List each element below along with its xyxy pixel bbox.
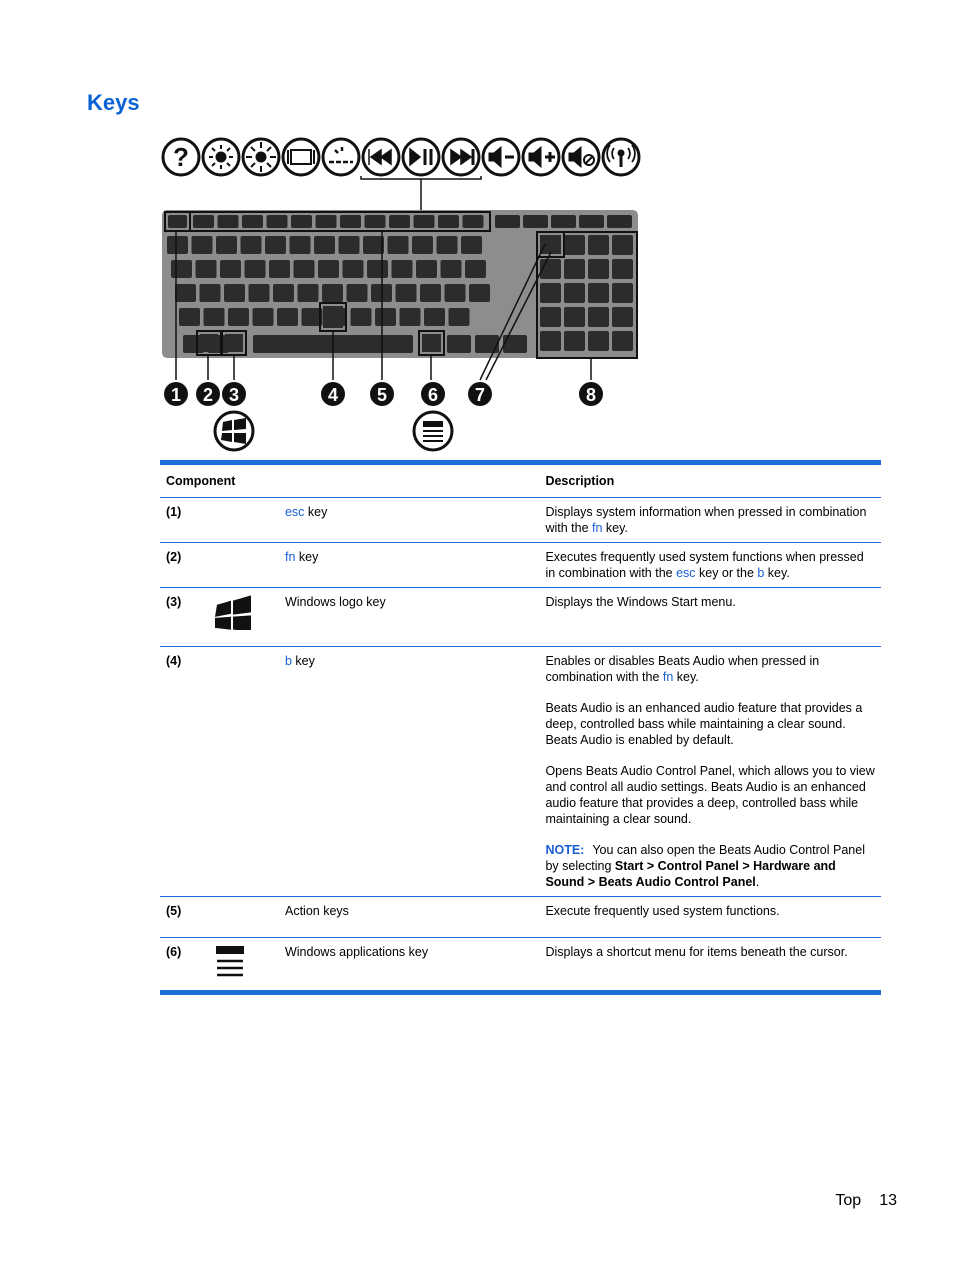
component-description: Displays the Windows Start menu. — [539, 588, 881, 647]
component-header: Component — [160, 463, 539, 498]
page-title: Keys — [87, 90, 140, 115]
page-number: 13 — [879, 1192, 897, 1209]
row-number: (2) — [160, 543, 207, 588]
row-number: (3) — [160, 588, 207, 647]
table-row — [160, 588, 881, 647]
component-name: esc key — [279, 498, 539, 543]
applications-key-icon — [414, 412, 452, 450]
page-footer — [817, 1192, 897, 1210]
svg-text:7: 7 — [474, 385, 486, 405]
component-name: b key — [279, 647, 539, 897]
table-row — [160, 897, 881, 938]
switch-display-icon — [283, 139, 319, 175]
help-icon — [163, 139, 199, 175]
row-number: (1) — [160, 498, 207, 543]
svg-text:?: ? — [173, 142, 189, 172]
svg-text:2: 2 — [202, 385, 214, 405]
component-description: Displays a shortcut menu for items beneath the cursor. — [545, 945, 848, 959]
previous-track-icon — [363, 139, 399, 175]
callout-3 — [222, 382, 246, 406]
component-name: fn key — [279, 543, 539, 588]
description-header: Description — [539, 463, 881, 498]
callout-8 — [579, 382, 603, 406]
component-description: Enables or disables Beats Audio when pressed in combination with the fn key. Beats Audio is an enhanced audio feature that provides a deep, controlled bass while maintaining a clear sound. Beats Audio is enabled by default. Opens Beats Audio Control Panel, which allows you to view and control all audio settings. Beats Audio is an enhanced audio feature that provides a deep, controlled bass while maintaining a clear sound. NOTE: You can also open the Beats Audio Control Panel by selecting Start > Control Panel > Hardware and Sound > Beats Audio Control Panel. — [539, 647, 881, 897]
row-number: (4) — [160, 647, 207, 897]
table-row — [160, 498, 881, 543]
callout-1 — [164, 382, 188, 406]
table-row — [160, 647, 881, 897]
callout-7 — [468, 382, 492, 406]
component-name: Action keys — [279, 897, 539, 938]
svg-text:1: 1 — [170, 385, 182, 405]
applications-key-icon — [213, 944, 247, 978]
svg-text:5: 5 — [376, 385, 388, 405]
row-number: (5) — [160, 897, 207, 938]
svg-text:8: 8 — [585, 385, 597, 405]
volume-up-icon — [523, 139, 559, 175]
components-table — [160, 460, 881, 995]
windows-logo-icon — [213, 594, 253, 630]
callout-2 — [196, 382, 220, 406]
callout-5 — [370, 382, 394, 406]
wireless-icon — [603, 139, 639, 175]
svg-text:6: 6 — [427, 385, 439, 405]
component-description: Execute frequently used system functions. — [539, 897, 881, 938]
mute-icon — [563, 139, 599, 175]
table-row — [160, 543, 881, 588]
svg-text:3: 3 — [228, 385, 240, 405]
callout-6 — [421, 382, 445, 406]
row-number: (6) — [166, 945, 182, 959]
keyboard-figure — [155, 130, 650, 460]
component-description: Displays system information when pressed in combination with the fn key. — [539, 498, 881, 543]
next-track-icon — [443, 139, 479, 175]
windows-logo-icon — [215, 412, 253, 450]
callout-4 — [321, 382, 345, 406]
note: NOTE: You can also open the Beats Audio Control Panel by selecting Start > Control Panel > Hardware and Sound > Beats Audio Control Panel. — [545, 843, 865, 889]
component-description: Executes frequently used system functions when pressed in combination with the esc key or the b key. — [539, 543, 881, 588]
component-name: Windows logo key — [279, 588, 539, 647]
volume-down-icon — [483, 139, 519, 175]
table-row — [160, 938, 881, 993]
svg-text:4: 4 — [327, 385, 339, 405]
brightness-up-icon — [243, 139, 279, 175]
brightness-down-icon — [203, 139, 239, 175]
keyboard-backlight-icon — [323, 139, 359, 175]
footer-section: Top — [835, 1192, 862, 1209]
play-pause-icon — [403, 139, 439, 175]
component-name: Windows applications key — [284, 945, 429, 959]
